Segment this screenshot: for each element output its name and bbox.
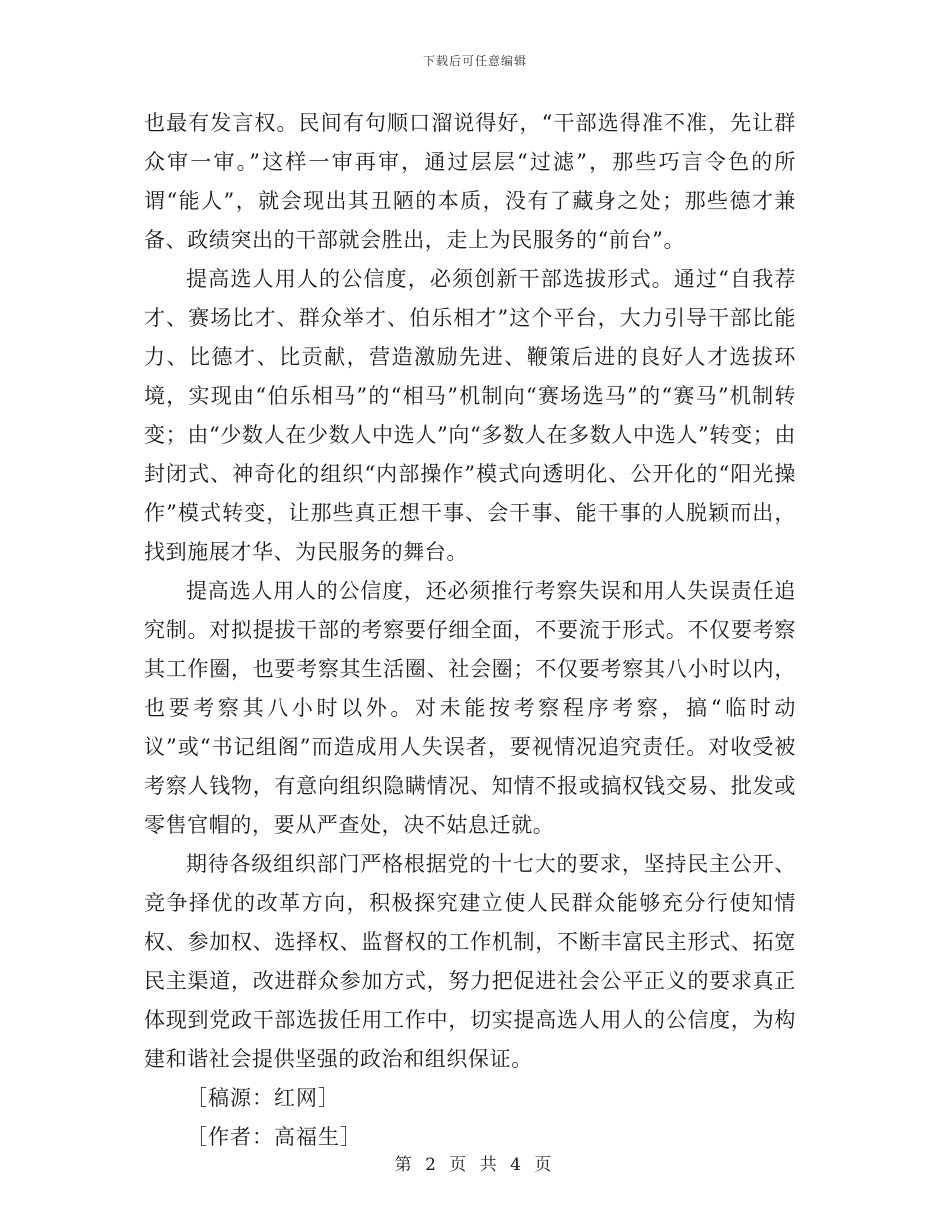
paragraph-accountability: 提高选人用人的公信度，还必须推行考察失误和用人失误责任追究制。对拟提拔干部的考察要仔细全面，不要流于形式。不仅要考察其工作圈，也要考察其生活圈、社会圈；不仅要考察其八小时以内，也要考察其八小时以外。对未能按考察程序考察，搞“临时动议”或“书记组阁”而造成用人失误者，要视情况追究责任。对收受被考察人钱物，有意向组织隐瞒情况、知情不报或搞权钱交易、批发或零售官帽的，要从严查处，决不姑息迁就。: [144, 579, 796, 837]
paragraph-selection-form: 提高选人用人的公信度，必须创新干部选拔形式。通过“自我荐才、赛场比才、群众举才、伯乐相才”这个平台，大力引导干部比能力、比德才、比贡献，营造激励先进、鞭策后进的良好人才选拔环境，实现由“伯乐相马”的“相马”机制向“赛场选马”的“赛马”机制转变；由“少数人在少数人中选人”向“多数人在多数人中选人”转变；由封闭式、神奇化的组织“内部操作”模式向透明化、公开化的“阳光操作”模式转变，让那些真正想干事、会干事、能干事的人脱颖而出，找到施展才华、为民服务的舞台。: [144, 267, 796, 564]
author-line: ［作者：高福生］: [186, 1125, 362, 1149]
page-number-footer: 第 2 页 共 4 页: [394, 1155, 556, 1175]
paragraph-continuation: 也最有发言权。民间有句顺口溜说得好，“干部选得准不准，先让群众审一审。”这样一审再审，通过层层“过滤”，那些巧言令色的所谓“能人”，就会现出其丑陋的本质，没有了藏身之处；那些德才兼备、政绩突出的干部就会胜出，走上为民服务的“前台”。: [144, 111, 796, 252]
paragraph-conclusion: 期待各级组织部门严格根据党的十七大的要求，坚持民主公开、竞争择优的改革方向，积极探究建立使人民群众能够充分行使知情权、参加权、选择权、监督权的工作机制，不断丰富民主形式、拓宽民主渠道，改进群众参加方式，努力把促进社会公平正义的要求真正体现到党政干部选拔任用工作中，切实提高选人用人的公信度，为构建和谐社会提供坚强的政治和组织保证。: [144, 852, 796, 1071]
source-line: ［稿源：红网］: [186, 1086, 340, 1110]
article-body: [144, 104, 796, 1157]
page-header: 下载后可任意编辑: [422, 54, 527, 68]
